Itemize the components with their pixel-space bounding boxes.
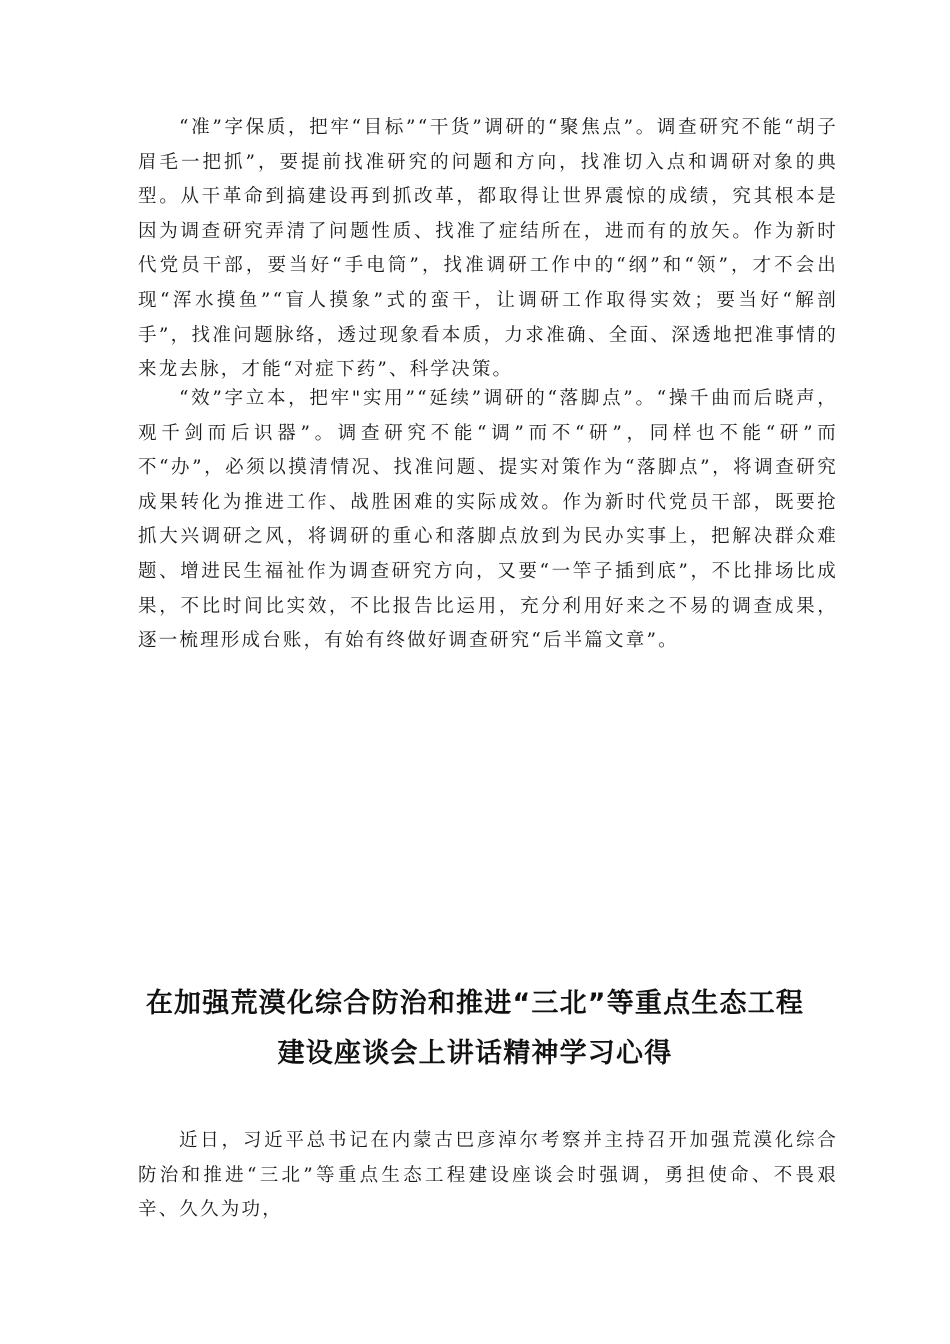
body-paragraph-zhun: “准”字保质，把牢“目标”“干货”调研的“聚焦点”。调查研究不能“胡子眉毛一把抓”，要提前找准研究的问题和方向，找准切入点和调研对象的典型。从干革命到搞建设再到抓改革，都取得让世界震惊的成绩，究其根本是因为调查研究弄清了问题性质、找准了症结所在，进而有的放矢。作为新时代党员干部，要当好“手电筒”，找准调研工作中的“纲”和“领”，才不会出现“浑水摸鱼”“盲人摸象”式的蛮干，让调研工作取得实效；要当好“解剖手”，找准问题脉络，透过现象看本质，力求准确、全面、深透地把准事情的来龙去脉，才能“对症下药”、科学决策。 (138, 117, 838, 381)
article-title-line-1: 在加强荒漠化综合防治和推进“三北”等重点生态工程 (145, 988, 805, 1019)
article-title-line-2: 建设座谈会上讲话精神学习心得 (277, 1038, 673, 1069)
body-paragraph-xiao: “效”字立本，把牢"实用”“延续”调研的“落脚点”。“操千曲而后晓声，观千剑而后识器”。调查研究不能“调”而不“研”，同样也不能“研”而不“办”，必须以摸清情况、找准问题、提实对策作为“落脚点”，将调查研究成果转化为推进工作、战胜困难的实际成效。作为新时代党员干部，既要抢抓大兴调研之风，将调研的重心和落脚点放到为民办实事上，把解决群众难题、增进民生福祉作为调查研究方向，又要“一竿子插到底”，不比排场比成果，不比时间比实效，不比报告比运用，充分利用好来之不易的调查成果，逐一梳理形成台账，有始有终做好调查研究“后半篇文章”。 (138, 388, 838, 652)
body-paragraph-intro: 近日，习近平总书记在内蒙古巴彦淖尔考察并主持召开加强荒漠化综合防治和推进“三北”等重点生态工程建设座谈会时强调，勇担使命、不畏艰辛、久久为功， (138, 1130, 838, 1221)
